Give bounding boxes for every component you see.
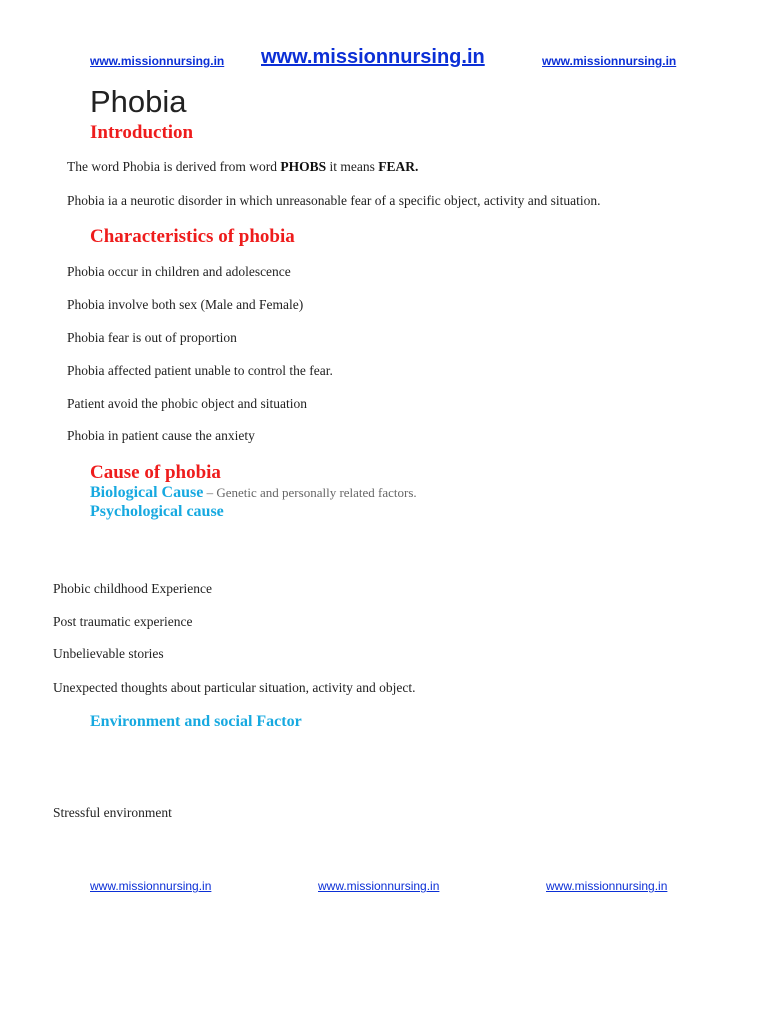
intro-paragraph-2: Phobia ia a neurotic disorder in which unreasonable fear of a specific object, activity and situation. — [67, 193, 601, 208]
psychological-cause-heading: Psychological cause — [90, 503, 224, 520]
intro-p1-bold-phobs: PHOBS — [280, 159, 327, 174]
characteristic-item-2: Phobia involve both sex (Male and Female) — [67, 297, 304, 312]
psychological-item-3: Unbelievable stories — [53, 646, 164, 661]
psychological-item-2: Post traumatic experience — [53, 614, 193, 629]
footer-link-right[interactable]: www.missionnursing.in — [546, 879, 668, 893]
header-link-left[interactable]: www.missionnursing.in — [90, 54, 225, 68]
intro-paragraph-1 — [67, 159, 418, 175]
intro-p1-middle: it means — [326, 159, 379, 174]
psychological-item-4: Unexpected thoughts about particular situation, activity and object. — [53, 680, 416, 695]
cause-heading: Cause of phobia — [90, 462, 221, 483]
header-link-center[interactable]: www.missionnursing.in — [261, 46, 485, 68]
environment-item-1: Stressful environment — [53, 805, 172, 820]
intro-p1-bold-fear: FEAR. — [378, 159, 419, 174]
characteristic-item-1: Phobia occur in children and adolescence — [67, 264, 291, 279]
biological-cause-label: Biological Cause — [90, 484, 204, 501]
header-link-right[interactable]: www.missionnursing.in — [542, 54, 677, 68]
characteristic-item-4: Phobia affected patient unable to control the fear. — [67, 363, 333, 378]
psychological-item-1: Phobic childhood Experience — [53, 581, 212, 596]
characteristics-heading: Characteristics of phobia — [90, 226, 295, 247]
biological-cause-description: – Genetic and personally related factors. — [203, 485, 417, 500]
environment-heading: Environment and social Factor — [90, 713, 302, 730]
footer-link-center[interactable]: www.missionnursing.in — [318, 879, 440, 893]
footer-link-left[interactable]: www.missionnursing.in — [90, 879, 212, 893]
characteristic-item-3: Phobia fear is out of proportion — [67, 330, 237, 345]
characteristic-item-5: Patient avoid the phobic object and situation — [67, 396, 307, 411]
intro-p1-prefix: The word Phobia is derived from word — [67, 159, 281, 174]
biological-cause-line — [90, 484, 417, 502]
characteristic-item-6: Phobia in patient cause the anxiety — [67, 428, 255, 443]
introduction-heading: Introduction — [90, 122, 194, 143]
page-title: Phobia — [90, 84, 187, 119]
